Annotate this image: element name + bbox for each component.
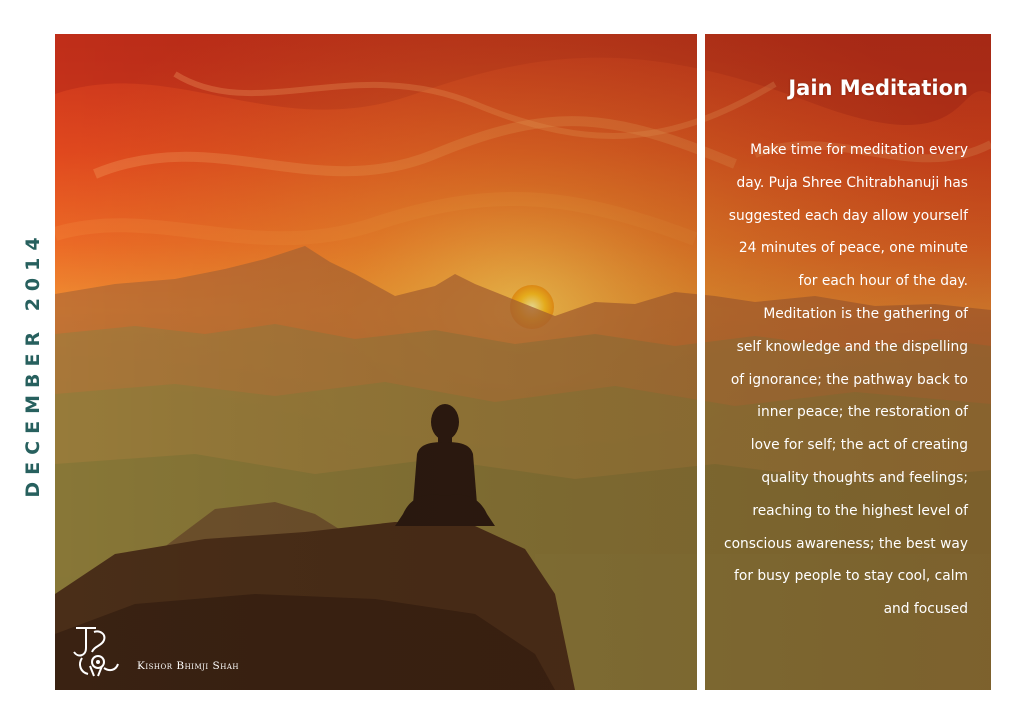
body-line: quality thoughts and feelings;	[761, 469, 968, 486]
body-paragraph	[705, 134, 968, 626]
body-line: love for self; the act of creating	[750, 437, 968, 454]
body-line: reaching to the highest level of	[752, 502, 968, 519]
body-line: conscious awareness; the best way	[724, 535, 968, 552]
body-line: day. Puja Shree Chitrabhanuji has	[736, 174, 968, 191]
body-line: self knowledge and the dispelling	[736, 338, 968, 355]
logo-emblem-icon	[68, 622, 132, 680]
body-line: Make time for meditation every	[750, 142, 968, 158]
body-line: of ignorance; the pathway back to	[730, 371, 968, 388]
body-line: inner peace; the restoration of	[757, 404, 968, 421]
body-line: 24 minutes of peace, one minute	[738, 240, 968, 257]
body-line: Meditation is the gathering of	[763, 305, 968, 322]
body-line: for each hour of the day.	[798, 273, 968, 290]
body-line: for busy people to stay cool, calm	[734, 568, 968, 585]
month-label: DECEMBER 2014	[22, 230, 44, 498]
body-line: suggested each day allow yourself	[728, 207, 968, 224]
author-credit: Kishor Bhimji Shah	[137, 660, 239, 672]
panel-divider	[697, 34, 705, 690]
body-line: and focused	[883, 601, 968, 618]
page-title: Jain Meditation	[788, 76, 968, 100]
